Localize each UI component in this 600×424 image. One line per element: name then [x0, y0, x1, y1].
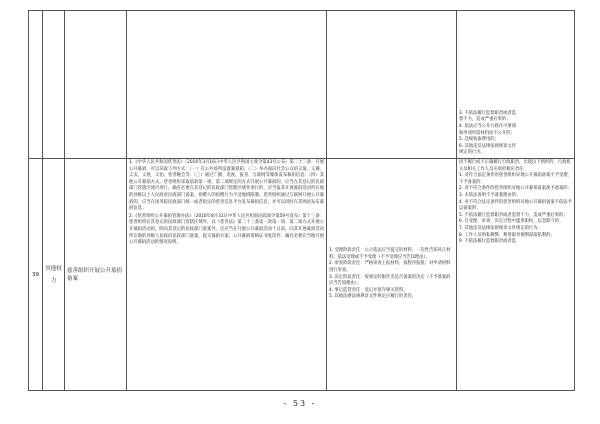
responsibility-line: 4. 依法应当公开行政许可事项: [459, 124, 517, 130]
accountability-item: 2. 对不符合条件的慈善组织异地公开募捐备案准予备案的；: [459, 186, 572, 192]
responsibility-line: 5. 违规收取费用的；: [459, 137, 499, 143]
responsibility-line: 3. 不依法履行监督职责或者监: [459, 110, 517, 116]
accountability-item: 5. 不依法履行监督职责或者监督不力，造成严重后果的；: [459, 212, 568, 218]
responsibility-item: 2. 审查阶段责任：严格审查上报材料，按程序报批；对申请材料进行审查。: [329, 261, 451, 273]
power-category: 其他权力: [43, 159, 65, 391]
authority-table: [28, 10, 575, 391]
responsibility-line: 规定的行为。: [459, 150, 485, 156]
accountability-item: 因不履行或不正确履行行政职责，出现以下情形的，行政机关及相关工作人员应承担相应责任：: [459, 160, 571, 172]
accountability-item: 3. 未依法说明不予备案理由的；: [459, 192, 521, 198]
table-row-39: [29, 159, 575, 391]
accountability-item: 7. 其他违反法律法规规章文件规定的行为。: [459, 225, 542, 231]
cell-duties-empty: [327, 11, 457, 159]
responsibility-line: 6. 其他违反法律法规规章文件: [459, 143, 517, 149]
page-number: - 53 -: [283, 399, 317, 408]
responsibility-item: 1. 受理阶段责任：公示依法应当提交的材料；一次性告知补正材料；依法受理或不予受理（不予受理应当告知理由）。: [329, 248, 451, 260]
cell-accountability-previous: [457, 11, 575, 159]
legal-basis: [127, 159, 327, 391]
accountability-items: [457, 159, 575, 391]
accountability-item: 6. 在受理、审查、决定过程中滥用职权、玩忽职守的；: [459, 219, 564, 225]
cell-basis-empty: [127, 11, 327, 159]
row-number: 39: [29, 159, 43, 391]
accountability-item: 9. 不依法履行监督职责或者监: [459, 239, 517, 245]
legal-basis-item: 2.《慈善组织公开募捐管理办法》（2016年8月31日中华人民共和国民政部令第59号发布）第十三条：慈善组织在其登记的民政部门管辖区域外，以《慈善法》第二十三条第一款第一项、第二项方式开展公开募捐活动的，除向其登记的民政部门备案外，还应当在开展公开募捐活动十日前，向其开展募捐活动所在地的县级人民政府民政部门备案，提交募捐方案、公开募捐资格证书复印件、确有必要在当地开展公开募捐活动的情况说明。: [129, 213, 324, 246]
responsibility-item: 4. 事后监管责任：登记并留存相关资料。: [329, 287, 408, 293]
responsibility-line: 督不力，造成严重后果的；: [459, 117, 511, 123]
accountability-item: 8. 工作人员徇私舞弊、利用职务便利谋取私利的；: [459, 232, 555, 238]
responsibility-item: 3. 决定阶段责任：按规定时限作出是否备案的决定（不予备案的应当告知理由）。: [329, 274, 451, 287]
cell-number-empty: [29, 11, 43, 159]
responsibility-item: 5. 其他法律法规规章文件规定应履行的责任。: [329, 294, 417, 300]
responsibility-items: [327, 159, 457, 391]
legal-basis-item: 1.《中华人民共和国慈善法》（2016年3月16日中华人民共和国主席令第43号公布）第二十三条：开展公开募捐，可以采取下列方式：（一）在公共场所设置募捐箱；（二）举办面向社会公众的义演、义赛、义卖、义展、义拍、慈善晚会等；（三）通过广播、电视、报刊、互联网等媒体发布募捐信息；（四）其他公开募捐方式。慈善组织采取前款第一项、第二项规定的方式开展公开募捐的，应当在其登记的民政部门管辖区域内进行，确有必要在其登记的民政部门管辖区域外进行的，应当报其开展募捐活动所在地的县级以上人民政府民政部门备案。捐赠人的捐赠行为不受地域限制。慈善组织通过互联网开展公开募捐的，应当在国务院民政部门统一或者指定的慈善信息平台发布募捐信息，并可以同时在其网站发布募捐信息。: [129, 160, 324, 212]
responsibility-line: 和申请所需材料而不公开的；: [459, 130, 515, 136]
table-row-previous: [29, 11, 575, 159]
accountability-item: 4. 对不符合法定条件的慈善组织异地公开募捐备案不依法予以备案的；: [459, 199, 572, 212]
accountability-item: 1. 对符合法定条件的慈善组织异地公开募捐备案不予受理、不予备案的；: [459, 173, 572, 185]
cell-name-empty: [65, 11, 127, 159]
power-name: 慈善组织开展公开募捐备案: [65, 159, 127, 391]
cell-category-empty: [43, 11, 65, 159]
